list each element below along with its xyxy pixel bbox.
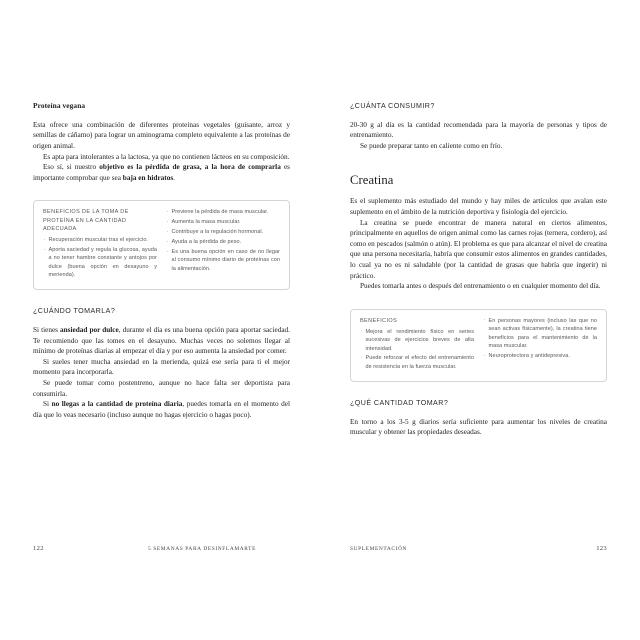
paragraph: Puedes tomarla antes o después del entrenamiento o en cualquier momento del día. <box>360 282 601 291</box>
list-item: · Contribuye a la regulación hormonal. <box>166 228 280 236</box>
list-item: · En personas mayores (incluso las que no sean activas físicamente), la creatina tiene beneficios para el mantenimiento de la masa muscular. <box>483 317 597 351</box>
list-item: · Mejora el rendimiento físico en series sucesivas de ejercicios breves de alta intensidad. <box>360 328 474 353</box>
callout-column-right <box>483 317 597 373</box>
list-item: · Aporta saciedad y regula la glucosa, ayuda a no tener hambre constante y antojos por dulce (buena opción en desayuno y merienda). <box>43 246 157 280</box>
paragraph: Es apta para intolerantes a la lactosa, ya que no contienen lácteos en su composición. <box>43 152 290 161</box>
page-title: Proteína vegana <box>33 101 86 110</box>
spacer <box>350 152 607 174</box>
list-item: · Neuroprotectora y antidepresiva. <box>483 352 597 360</box>
paragraph-lead: Si <box>43 400 52 409</box>
page-left-content <box>0 102 320 640</box>
list-item: · Recuperación muscular tras el ejercicio. <box>43 236 157 244</box>
spacer <box>350 382 607 399</box>
bold-phrase: ansiedad por dulce <box>60 326 119 335</box>
paragraph-lead: Eso sí, si nuestro <box>43 163 100 172</box>
section-subheading: ¿QUÉ CANTIDAD TOMAR? <box>350 398 449 407</box>
page-footer-left <box>0 545 320 552</box>
paragraph: Se puede tomar como postentreno, aunque no hace falta ser deportista para consumirla. <box>33 379 290 398</box>
callout-title: BENEFICIOS <box>360 317 398 324</box>
callout-list-left <box>43 236 157 280</box>
bold-phrase: no llegas a la cantidad de proteína diaria <box>51 400 183 409</box>
list-item: · Aumenta la masa muscular. <box>166 218 280 226</box>
spacer <box>33 290 290 307</box>
paragraph-lead: Si tienes <box>33 326 61 335</box>
bold-phrase: objetivo es la pérdida de grasa, a la hora de comprarla <box>99 163 281 172</box>
paragraph-tail: . <box>173 173 175 182</box>
paragraph: La creatina se puede encontrar de manera natural en ciertos alimentos, principalmente en aquellos de origen animal como las carnes rojas (ternera, cordero), así como en pescados (salmón o atún). El problema es que para alcanzar el nivel de creatina que una persona necesitaría, habría que consumir estos alimentos en grandes cantidades, lo cual ya no es ni saludable (por la cantidad de grasas que habría que ingerir) ni práctico. <box>350 218 607 280</box>
paragraph-tail: , durante el día es una buena opción para aportar saciedad. Te recomiendo que las tomes en el desayuno. Muchas veces no solemos llegar al mínimo de proteínas diarias al empezar el día y por eso aumenta la ansiedad por comer. <box>33 326 290 356</box>
page-footer-right <box>320 545 640 552</box>
callout-list-right <box>166 208 280 273</box>
paragraph: Si sueles tener mucha ansiedad en la merienda, quizá ese sería para ti el mejor momento para incorporarla. <box>33 357 290 377</box>
running-head: 5 SEMANAS PARA DESINFLAMARTE <box>147 546 256 552</box>
paragraph: Esta ofrece una combinación de diferentes proteínas vegetales (guisante, arroz y semillas de cáñamo) para lograr un aminograma completo equivalente a las proteínas de origen animal. <box>33 120 290 151</box>
callout-column-left <box>43 208 157 281</box>
list-item: · Previene la pérdida de masa muscular. <box>166 208 280 216</box>
paragraph-tail: , puedes tomarla en el momento del día que lo veas necesario (incluso aunque no hagas ejercicio o hagas poco). <box>33 400 291 419</box>
bold-phrase: baja en hidratos <box>122 173 174 182</box>
running-head: SUPLEMENTACIÓN <box>350 546 408 552</box>
paragraph <box>33 399 290 420</box>
page-right-content <box>320 102 640 640</box>
spacer <box>33 183 290 200</box>
callout-column-left <box>360 317 474 373</box>
paragraph-mid: es importante comprobar que sea <box>33 163 290 182</box>
paragraph: Se puede preparar tanto en caliente como en frío. <box>360 142 503 151</box>
page-right <box>320 0 640 640</box>
callout-box-protein <box>33 200 290 290</box>
spacer <box>350 292 607 309</box>
paragraph <box>33 325 290 357</box>
folio-number: 123 <box>596 545 607 552</box>
paragraph: En torno a los 3-5 g diarios sería suficiente para aumentar los niveles de creatina muscular y obtener las propiedades deseadas. <box>350 417 607 437</box>
list-item: · Ayuda a la pérdida de peso. <box>166 238 280 246</box>
paragraph: Es el suplemento más estudiado del mundo y hay miles de artículos que avalan este suplemento en el ámbito de la nutrición deportiva y fisiología del ejercicio. <box>350 197 607 217</box>
chapter-heading: Creatina <box>350 172 394 187</box>
list-item: · Es una buena opción en caso de no llegar al consumo mínimo diario de proteínas con la alimentación. <box>166 248 280 273</box>
list-item: · Puede reforzar el efecto del entrenamiento de resistencia en la fuerza muscular. <box>360 354 474 371</box>
callout-list-right <box>483 317 597 361</box>
callout-column-right <box>166 208 280 281</box>
paragraph: 20-30 g al día es la cantidad recomendada para la mayoría de personas y tipos de entrenamiento. <box>350 120 607 140</box>
section-subheading: ¿CUÁNTA CONSUMIR? <box>350 102 435 110</box>
callout-title: BENEFICIOS DE LA TOMA DE PROTEÍNA EN LA CANTIDAD ADECUADA <box>43 209 129 233</box>
paragraph-emphasis <box>33 162 290 183</box>
section-subheading: ¿CUÁNDO TOMARLA? <box>33 307 116 316</box>
callout-list-left <box>360 328 474 372</box>
folio-number: 122 <box>33 545 44 552</box>
callout-box-creatine <box>350 309 607 382</box>
